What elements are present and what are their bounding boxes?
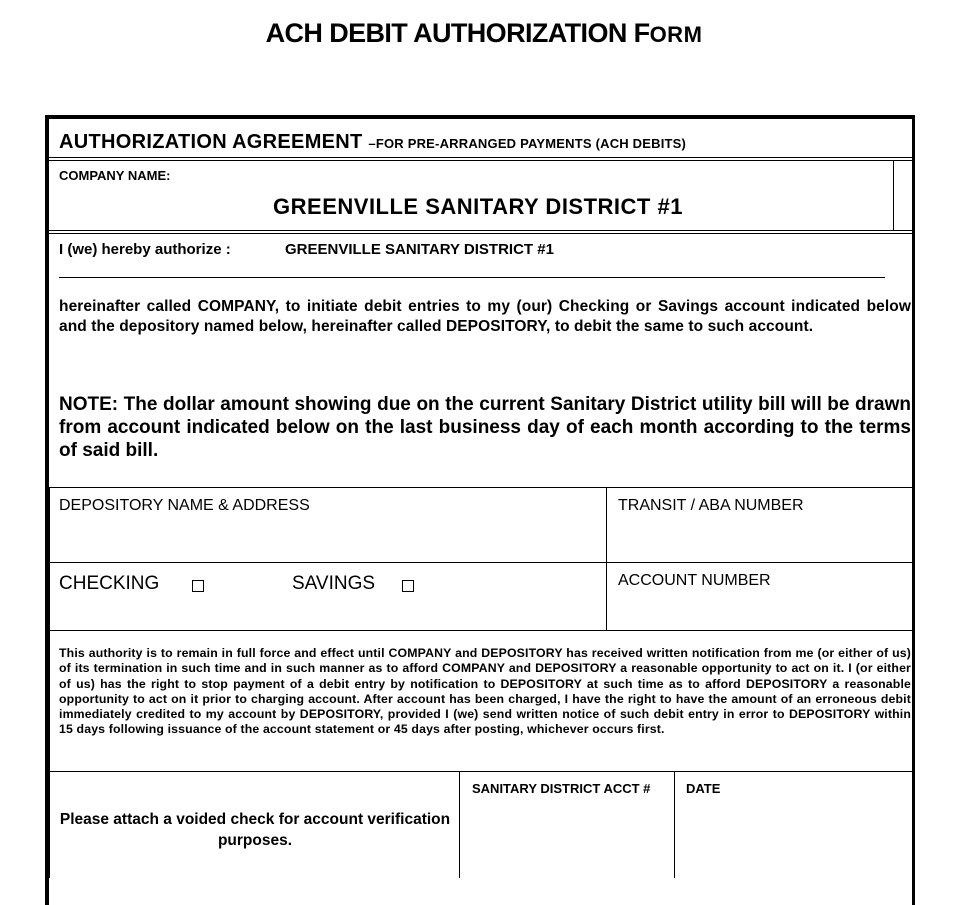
authorization-agreement-heading: AUTHORIZATION AGREEMENT –FOR PRE-ARRANGED PAYMENTS (ACH DEBITS) [59, 131, 687, 153]
savings-checkbox[interactable] [402, 580, 414, 592]
authorize-row [59, 241, 554, 258]
divider [674, 771, 675, 878]
rule [49, 230, 915, 231]
form-title: ACH DEBIT AUTHORIZATION FORM [265, 18, 703, 48]
company-name-label: COMPANY NAME: [59, 168, 171, 183]
authorize-label: I (we) hereby authorize : [59, 241, 231, 258]
account-number-field[interactable]: ACCOUNT NUMBER [618, 572, 771, 589]
rule [49, 771, 915, 772]
terms-paragraph: This authority is to remain in full force and effect until COMPANY and DEPOSITORY has received written notification from me (or either of us) of its termination in such time and in such manner as to afford COMPANY and DEPOSITORY a reasonable opportunity to act on it. I (or either of us) has the right to stop payment of a debit entry by notification to DEPOSITORY at such time as to afford DEPOSITORY a reasonable opportunity to act on it prior to charging account. After account has been charged, I have the right to have the amount of an erroneous debit immediately credited to my account by DEPOSITORY, provided I (we) send written notice of such debit entry in error to DEPOSITORY within 15 days following issuance of the account statement or 45 days after posting, whichever occurs first. [59, 646, 911, 737]
rule [49, 562, 915, 563]
note-paragraph: NOTE: The dollar amount showing due on the current Sanitary District utility bill will be drawn from account indicated below on the last business day of each month according to the terms of said bill. [59, 394, 911, 461]
authorize-value: GREENVILLE SANITARY DISTRICT #1 [285, 241, 554, 258]
checking-label: CHECKING [59, 573, 160, 594]
sanitary-district-acct-field[interactable]: SANITARY DISTRICT ACCT # [472, 781, 651, 796]
company-name-value: GREENVILLE SANITARY DISTRICT #1 [273, 194, 683, 219]
date-field[interactable]: DATE [686, 781, 721, 796]
depository-name-field[interactable]: DEPOSITORY NAME & ADDRESS [59, 497, 310, 514]
rule [49, 630, 915, 631]
authorization-paragraph: hereinafter called COMPANY, to initiate debit entries to my (our) Checking or Savings account indicated below and the depository named below, hereinafter called DEPOSITORY, to debit the same to such account. [59, 298, 911, 335]
rule [49, 233, 915, 234]
checking-checkbox[interactable] [192, 580, 204, 592]
attach-voided-check-note: Please attach a voided check for account verification purposes. [59, 811, 451, 849]
authorize-underline [59, 277, 885, 278]
savings-label: SAVINGS [292, 573, 376, 594]
rule [49, 157, 915, 158]
transit-aba-field[interactable]: TRANSIT / ABA NUMBER [618, 497, 804, 514]
rule [49, 487, 915, 488]
divider [606, 487, 607, 630]
rule [49, 160, 915, 161]
